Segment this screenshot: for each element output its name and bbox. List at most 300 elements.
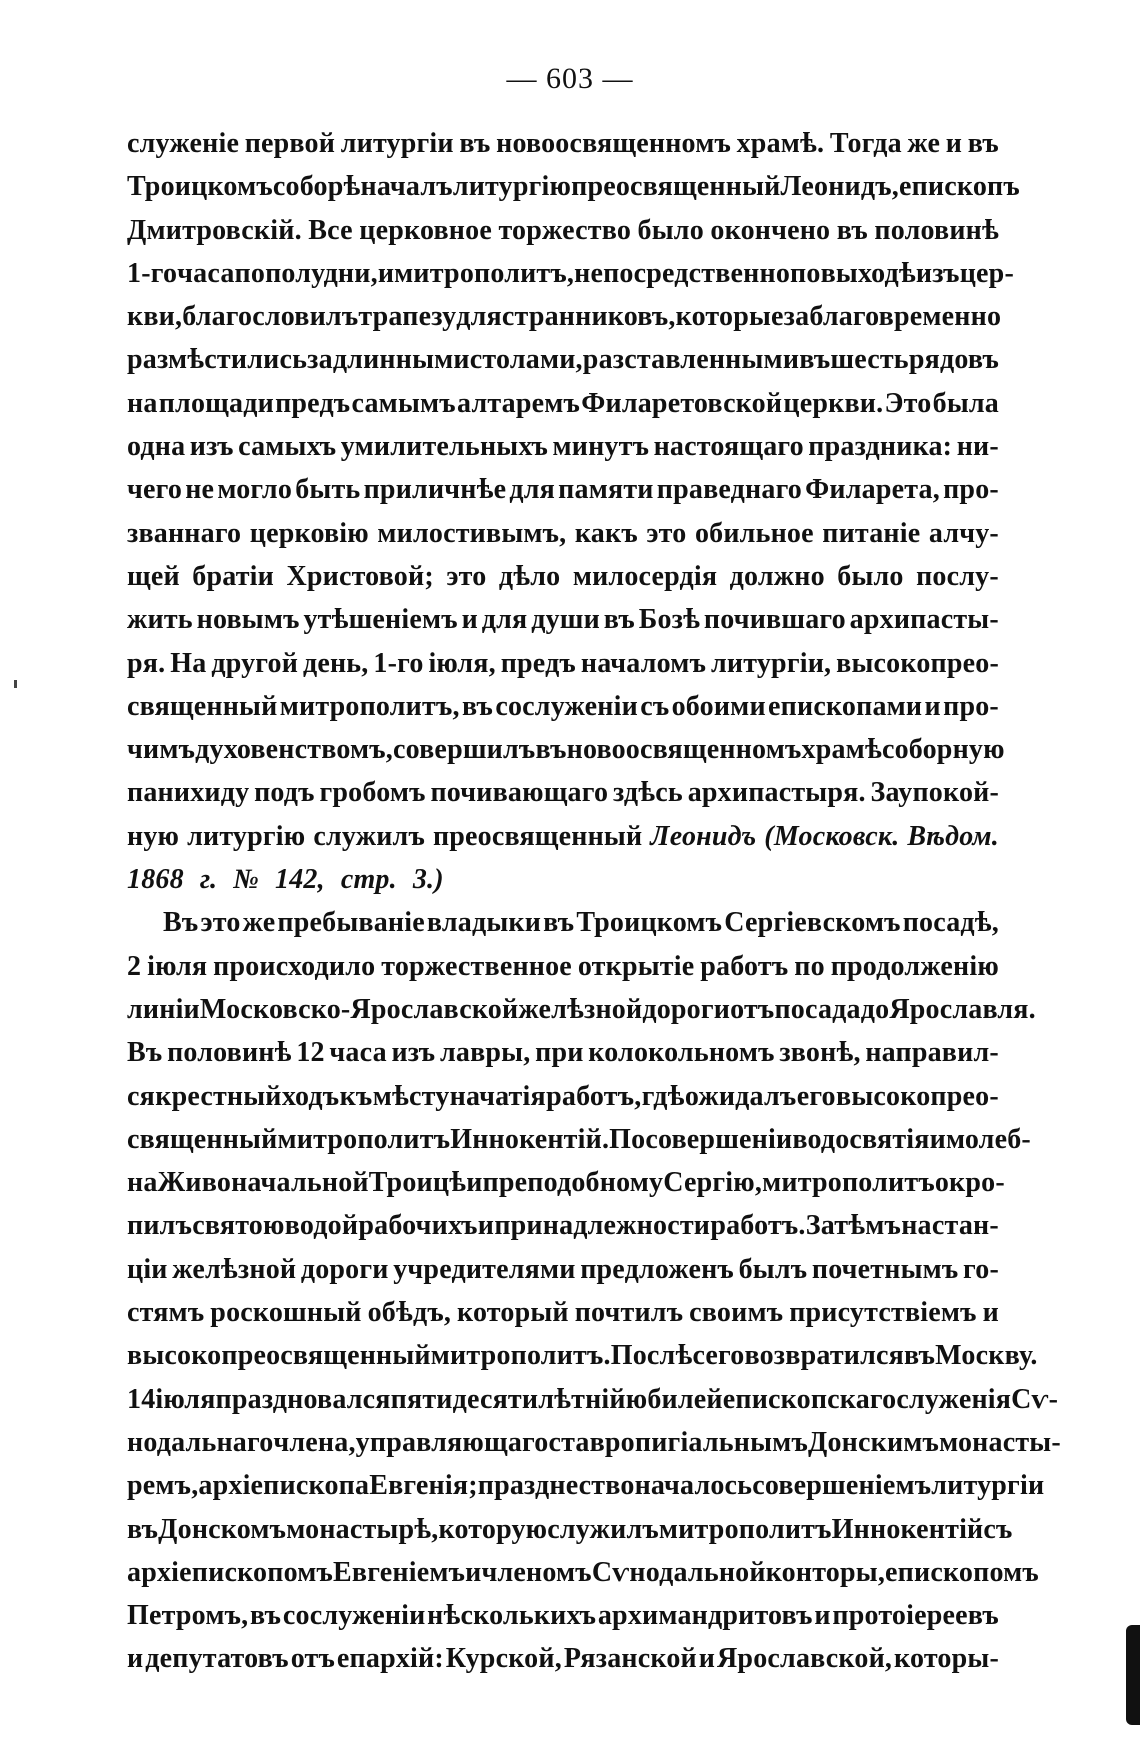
- word: (Московск.: [764, 820, 900, 852]
- word: депутатовъ: [145, 1643, 289, 1675]
- text-line: [127, 988, 1036, 1031]
- text-line: [127, 468, 999, 511]
- word: церкви.: [783, 387, 884, 419]
- word: На: [170, 647, 207, 679]
- word: дѣло: [498, 560, 561, 592]
- word: торжество: [498, 214, 632, 246]
- word: новоосвященномъ: [496, 128, 731, 159]
- word: въ: [904, 1340, 936, 1372]
- word: митрополитъ,: [394, 257, 575, 289]
- text-line: [127, 642, 999, 685]
- text-line: [127, 945, 999, 988]
- text-line: [127, 1334, 1038, 1377]
- word: направил-: [865, 1037, 999, 1069]
- word: памяти: [558, 474, 654, 506]
- word: изъ: [391, 1037, 436, 1069]
- text-line: [127, 815, 999, 858]
- text-line: [127, 1031, 999, 1074]
- text-line: [127, 1075, 999, 1118]
- word: литургіи: [931, 1470, 1045, 1502]
- text-line: [127, 771, 999, 814]
- body-text: [127, 122, 1061, 1681]
- word: Леонидъ: [650, 820, 757, 852]
- text-line: [127, 901, 999, 944]
- word: щей: [127, 560, 180, 592]
- word: литургію: [187, 820, 306, 852]
- word: священный: [127, 690, 278, 722]
- word: длинными: [332, 344, 470, 376]
- word: совершеніи: [645, 1123, 793, 1155]
- word: и: [929, 1123, 946, 1155]
- word: церковію: [249, 517, 369, 549]
- text-line: [127, 1508, 1013, 1551]
- word: для: [456, 301, 502, 333]
- word: ную: [127, 820, 180, 852]
- word: Евгеніемъ: [333, 1556, 466, 1588]
- word: возвратился: [744, 1340, 904, 1372]
- word: Бозѣ: [638, 604, 701, 636]
- word: ходъ: [281, 1080, 340, 1112]
- word: приличнѣе: [363, 474, 507, 506]
- word: рабочихъ: [358, 1210, 478, 1242]
- word: странниковъ,: [501, 301, 676, 333]
- word: сего: [692, 1340, 745, 1372]
- word: молеб-: [945, 1123, 1031, 1155]
- word: Филарета,: [805, 474, 940, 506]
- word: который: [457, 1297, 569, 1329]
- word: Рязанской: [563, 1643, 697, 1675]
- word: линіи: [127, 993, 200, 1025]
- word: Сѵ-: [1011, 1383, 1059, 1415]
- word: столами,: [469, 344, 583, 376]
- word: ни-: [956, 431, 999, 463]
- word: колокольномъ: [588, 1037, 775, 1069]
- word: іюля: [155, 1383, 216, 1415]
- word: новоосвященномъ: [566, 734, 802, 766]
- word: предложенъ: [580, 1253, 734, 1285]
- word: епархій:: [336, 1643, 444, 1675]
- word: Заупокой-: [870, 777, 999, 809]
- word: площади: [158, 387, 274, 419]
- word: обоими: [671, 690, 766, 722]
- word: милосердія: [572, 560, 718, 592]
- word: празднество: [477, 1470, 635, 1502]
- word: храмѣ.: [736, 128, 825, 159]
- word: обильное: [694, 517, 814, 549]
- word: отъ: [730, 993, 775, 1025]
- word: началъ: [360, 171, 453, 203]
- word: учредителями: [393, 1253, 576, 1285]
- word: Христовой;: [286, 560, 434, 592]
- text-line: [127, 1421, 1061, 1464]
- word: г.: [199, 864, 218, 896]
- word: го-: [963, 1253, 999, 1285]
- word: началось: [634, 1470, 753, 1502]
- word: Ярославля.: [889, 993, 1036, 1025]
- word: служенія: [896, 1383, 1012, 1415]
- text-line: [127, 382, 999, 425]
- text-line: [127, 555, 999, 598]
- word: Филаретовской: [581, 387, 783, 419]
- word: водой: [284, 1210, 359, 1242]
- word: епископскаго: [722, 1383, 897, 1415]
- word: ря.: [127, 647, 166, 679]
- word: разставленными: [582, 344, 800, 376]
- word: монасты-: [939, 1426, 1061, 1458]
- word: умилительныхъ: [340, 431, 548, 463]
- word: происходило: [213, 950, 376, 982]
- text-line: [127, 685, 999, 728]
- word: Иннокентій: [831, 1513, 984, 1545]
- word: утѣшеніемъ: [303, 604, 458, 636]
- word: алтаремъ: [457, 387, 581, 419]
- word: трапезу: [358, 301, 457, 333]
- word: Троицкомъ: [576, 907, 723, 939]
- word: цер-: [959, 257, 1014, 289]
- word: въ: [127, 1513, 159, 1545]
- word: архипасты-: [849, 604, 999, 636]
- word: самыхъ: [238, 431, 337, 463]
- word: продолженію: [830, 950, 999, 982]
- word: предъ: [500, 647, 576, 679]
- word: чимъ: [127, 734, 196, 766]
- word: былъ: [738, 1253, 808, 1285]
- word: іюля,: [428, 647, 496, 679]
- word: это: [646, 517, 687, 549]
- word: архимандритовъ: [597, 1600, 813, 1632]
- text-line: [127, 1378, 1059, 1421]
- word: къ: [339, 1080, 373, 1112]
- word: №: [233, 864, 260, 896]
- word: и: [814, 1600, 831, 1632]
- word: служилъ: [547, 1513, 659, 1545]
- word: гдѣ: [641, 1080, 685, 1112]
- text-line: [127, 338, 999, 381]
- word: работъ.: [710, 1210, 806, 1242]
- word: іюля: [147, 950, 208, 982]
- word: желѣзной: [172, 1253, 297, 1285]
- word: милостивымъ,: [377, 517, 567, 549]
- word: ціи: [127, 1253, 168, 1285]
- word: изъ: [915, 257, 960, 289]
- word: церковное: [359, 214, 492, 246]
- word: юбилей: [625, 1383, 723, 1415]
- word: въ: [603, 604, 635, 636]
- word: Живоначальной: [157, 1167, 369, 1199]
- word: 1868: [127, 864, 184, 896]
- word: Сергіевскомъ: [724, 907, 901, 939]
- word: епископами: [768, 690, 923, 722]
- word: и: [461, 604, 478, 636]
- word: роскошный: [210, 1297, 362, 1329]
- word: высокопреосвященный: [127, 1340, 431, 1372]
- word: лавры,: [439, 1037, 531, 1069]
- word: Послѣ: [610, 1340, 693, 1372]
- word: началомъ: [580, 647, 707, 679]
- word: принадлежности: [494, 1210, 711, 1242]
- word: рядовъ: [908, 344, 999, 376]
- word: которы-: [894, 1643, 999, 1675]
- word: панихиду: [127, 777, 250, 809]
- word: преосвященный: [432, 820, 643, 852]
- word: по: [790, 257, 821, 289]
- word: половинѣ: [874, 214, 999, 246]
- word: 1-го: [373, 647, 424, 679]
- word: по: [794, 950, 825, 982]
- word: Курской,: [445, 1643, 562, 1675]
- word: желѣзной: [518, 993, 643, 1025]
- word: настоящаго: [653, 431, 804, 463]
- word: Затѣмъ: [805, 1210, 902, 1242]
- word: же: [242, 907, 276, 939]
- word: часа: [177, 257, 235, 289]
- word: Петромъ,: [127, 1600, 249, 1632]
- margin-speck: [14, 680, 17, 688]
- word: Въ: [127, 1037, 163, 1069]
- word: работъ: [700, 950, 789, 982]
- word: и: [945, 128, 963, 159]
- word: въ: [461, 690, 494, 722]
- word: служеніе: [127, 128, 240, 159]
- word: преосвященный: [571, 171, 781, 203]
- word: которую: [438, 1513, 548, 1545]
- word: Въ: [163, 907, 199, 939]
- word: конторы,: [765, 1556, 886, 1588]
- word: начатія: [449, 1080, 546, 1112]
- word: и: [127, 1643, 144, 1675]
- word: 12: [296, 1037, 325, 1069]
- word: почившаго: [703, 604, 846, 636]
- word: открытіе: [577, 950, 695, 982]
- word: могло: [217, 474, 293, 506]
- word: Троицкомъ: [127, 171, 273, 203]
- word: литургіи: [340, 128, 454, 159]
- word: служилъ: [313, 820, 425, 852]
- word: митрополитъ: [762, 1167, 935, 1199]
- word: митрополитъ,: [279, 690, 460, 722]
- text-line: [127, 122, 999, 165]
- word: Москву.: [935, 1340, 1038, 1372]
- word: и: [477, 1210, 495, 1242]
- word: отъ: [290, 1643, 335, 1675]
- word: было: [837, 560, 904, 592]
- word: дороги: [300, 1253, 389, 1285]
- word: предъ: [275, 387, 351, 419]
- word: въ: [250, 1600, 282, 1632]
- word: духовенствомъ,: [195, 734, 393, 766]
- word: высокопрео-: [836, 647, 999, 679]
- word: Евгенія;: [369, 1470, 478, 1502]
- word: быть: [295, 474, 361, 506]
- word: гробомъ: [319, 777, 426, 809]
- word: жить: [127, 604, 193, 636]
- word: почетнымъ: [811, 1253, 959, 1285]
- word: сослуженіи: [495, 690, 638, 722]
- word: Вѣдом.: [907, 820, 999, 852]
- word: монастырѣ,: [286, 1513, 439, 1545]
- word: пилъ: [127, 1210, 193, 1242]
- word: совершилъ: [392, 734, 536, 766]
- word: дороги: [642, 993, 731, 1025]
- word: должно: [729, 560, 825, 592]
- word: про-: [943, 474, 999, 506]
- word: митрополитъ.: [430, 1340, 611, 1372]
- word: Это: [884, 387, 932, 419]
- word: Ярославской,: [717, 1643, 893, 1675]
- word: въ: [967, 128, 999, 159]
- word: для: [509, 474, 556, 506]
- word: въ: [543, 907, 575, 939]
- word: чего: [127, 474, 183, 506]
- text-line: [127, 1291, 999, 1334]
- word: и: [982, 1297, 999, 1329]
- word: и: [466, 1167, 483, 1199]
- word: въ: [459, 128, 491, 159]
- word: архипастыря.: [687, 777, 866, 809]
- word: крестный: [155, 1080, 282, 1112]
- word: 1-го: [127, 257, 178, 289]
- word: самымъ: [351, 387, 456, 419]
- word: Донскимъ: [807, 1426, 940, 1458]
- word: присутствіемъ: [789, 1297, 977, 1329]
- word: питаніе: [822, 517, 921, 549]
- word: преподобному: [482, 1167, 664, 1199]
- word: почивающаго: [430, 777, 609, 809]
- text-line: [127, 1637, 999, 1680]
- word: почтилъ: [574, 1297, 684, 1329]
- word: водосвятія: [792, 1123, 930, 1155]
- word: Леонидъ,: [780, 171, 899, 203]
- word: обѣдъ,: [367, 1297, 452, 1329]
- text-line: [127, 165, 1020, 208]
- word: 14: [127, 1383, 156, 1415]
- word: сослуженіи: [282, 1600, 426, 1632]
- word: митрополитъ: [277, 1123, 451, 1155]
- word: съ: [640, 690, 670, 722]
- word: протоіереевъ: [832, 1600, 999, 1632]
- word: алчу-: [928, 517, 999, 549]
- word: половинѣ: [167, 1037, 292, 1069]
- word: праведнаго: [656, 474, 802, 506]
- word: не: [185, 474, 215, 506]
- word: какъ: [574, 517, 638, 549]
- word: и: [698, 1643, 716, 1675]
- word: высокопрео-: [836, 1080, 999, 1112]
- word: стямъ: [127, 1297, 205, 1329]
- word: Сѵнодальной: [591, 1556, 766, 1588]
- word: на: [901, 1210, 932, 1242]
- word: это: [446, 560, 487, 592]
- word: первой: [244, 128, 336, 159]
- word: при: [535, 1037, 584, 1069]
- word: и: [465, 1556, 482, 1588]
- word: выходѣ: [820, 257, 916, 289]
- text-line: [127, 1551, 1039, 1594]
- word: совершеніемъ: [752, 1470, 932, 1502]
- word: звонѣ,: [779, 1037, 861, 1069]
- word: ставропигіальнымъ: [548, 1426, 808, 1458]
- word: и: [924, 690, 941, 722]
- text-line: [127, 295, 1002, 338]
- word: ожидалъ: [684, 1080, 797, 1112]
- word: члена,: [273, 1426, 356, 1458]
- text-line: [127, 209, 999, 252]
- word: для: [481, 604, 528, 636]
- word: литургію: [452, 171, 572, 203]
- word: съ: [983, 1513, 1013, 1545]
- text-line: [127, 728, 1005, 771]
- text-line: [127, 1464, 1045, 1507]
- word: и: [377, 257, 395, 289]
- word: его: [796, 1080, 836, 1112]
- word: святою: [192, 1210, 285, 1242]
- word: на: [127, 1167, 158, 1199]
- word: Дмитровскій.: [127, 214, 302, 246]
- word: была: [932, 387, 999, 419]
- word: изъ: [189, 431, 234, 463]
- word: было: [637, 214, 704, 246]
- word: праздника:: [808, 431, 953, 463]
- text-line: [127, 1204, 999, 1247]
- word: Все: [308, 214, 353, 246]
- word: новымъ: [196, 604, 300, 636]
- word: день,: [302, 647, 369, 679]
- word: нодальнаго: [127, 1426, 274, 1458]
- text-line: [127, 425, 999, 468]
- text-line: [127, 1118, 1031, 1161]
- word: соборѣ: [272, 171, 361, 203]
- word: архіепископомъ: [127, 1556, 334, 1588]
- word: братіи: [192, 560, 274, 592]
- word: Донскомъ: [158, 1513, 287, 1545]
- word: души: [531, 604, 600, 636]
- word: окончено: [710, 214, 831, 246]
- word: своимъ: [689, 1297, 784, 1329]
- word: ремъ,: [127, 1470, 199, 1502]
- word: званнаго: [127, 517, 242, 549]
- word: здѣсь: [612, 777, 683, 809]
- word: Московско-Ярославской: [199, 993, 519, 1025]
- page-edge-mark: [1126, 1625, 1140, 1725]
- word: за: [307, 344, 333, 376]
- word: про-: [943, 690, 999, 722]
- word: пополудни,: [234, 257, 378, 289]
- word: посадѣ,: [902, 907, 999, 939]
- word: стан-: [931, 1210, 999, 1242]
- word: въ: [836, 214, 868, 246]
- word: минутъ: [552, 431, 650, 463]
- word: благословилъ: [182, 301, 359, 333]
- word: епископъ: [898, 171, 1020, 203]
- word: въ: [799, 344, 831, 376]
- text-line: [127, 1161, 1005, 1204]
- word: которые: [675, 301, 784, 333]
- word: Сергію,: [663, 1167, 763, 1199]
- word: пребываніе: [277, 907, 425, 939]
- text-line: [127, 598, 999, 641]
- word: посада: [774, 993, 861, 1025]
- page-number: — 603 —: [506, 62, 634, 95]
- word: литургіи,: [711, 647, 832, 679]
- word: пятидесятилѣтній: [390, 1383, 626, 1415]
- word: митрополитъ: [658, 1513, 832, 1545]
- word: это: [200, 907, 241, 939]
- text-line: [127, 512, 999, 555]
- word: шесть: [830, 344, 909, 376]
- word: управляющаго: [355, 1426, 549, 1458]
- text-line: [127, 1248, 999, 1291]
- word: заблаговременно: [783, 301, 1002, 333]
